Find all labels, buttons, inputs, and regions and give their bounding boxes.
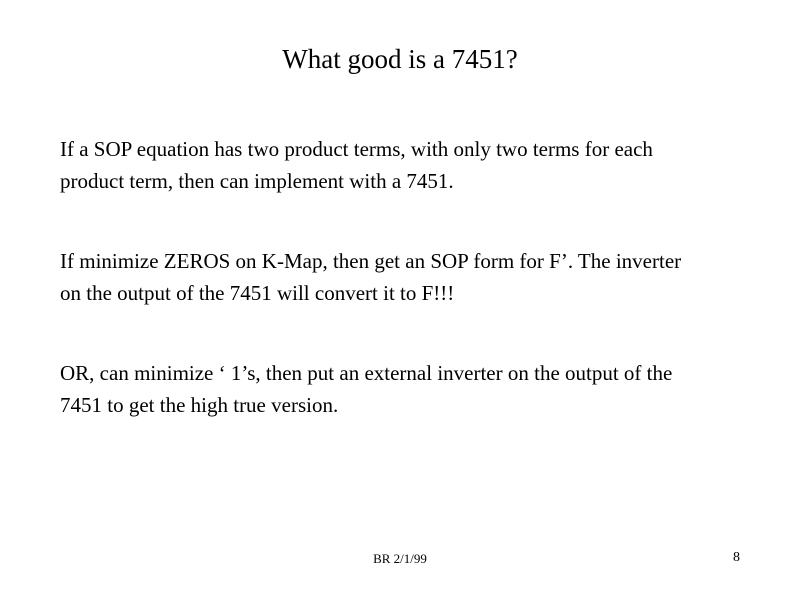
body-paragraph-2: If minimize ZEROS on K-Map, then get an SOP form for F’. The inverter on the output of the 7451 will convert it to F!!! [60, 249, 682, 305]
body-paragraph-1: If a SOP equation has two product terms, with only two terms for each product term, then can implement with a 7451. [60, 137, 653, 193]
page-number: 8 [733, 550, 740, 565]
page-title: What good is a 7451? [282, 44, 518, 74]
body-paragraph-3: OR, can minimize ‘ 1’s, then put an external inverter on the output of the 7451 to get the high true version. [60, 361, 673, 417]
footer-attribution: BR 2/1/99 [373, 551, 427, 566]
